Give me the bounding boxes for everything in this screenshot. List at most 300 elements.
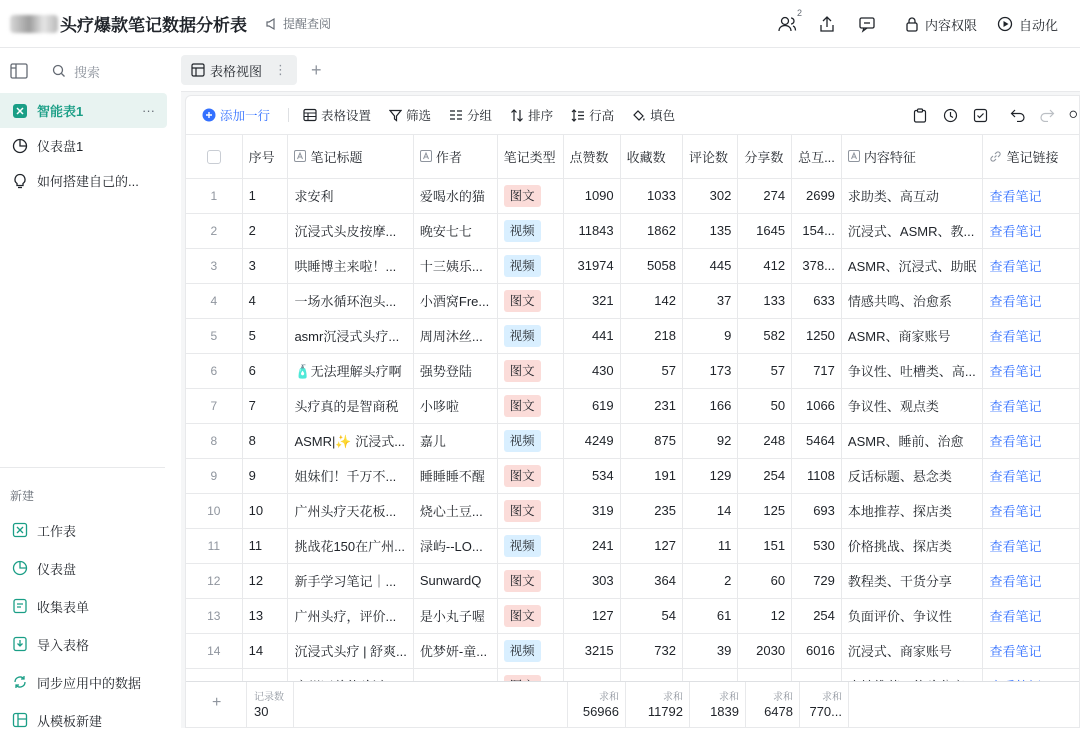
fill-label: 填色 xyxy=(650,109,676,123)
cell-title[interactable]: ASMR|✨ 沉浸式... xyxy=(288,423,413,458)
column-header-label: 笔记链接 xyxy=(1006,149,1059,165)
cell-title[interactable]: 新手学习笔记｜... xyxy=(288,563,413,598)
cell-title[interactable]: 沉浸式头疗 | 舒爽... xyxy=(288,633,413,668)
column-header-shares[interactable]: 分享数 xyxy=(738,135,792,178)
history-icon xyxy=(943,108,958,123)
cell-type[interactable] xyxy=(497,388,563,423)
sidebar-top xyxy=(0,49,181,93)
note-link[interactable]: 查看笔记 xyxy=(989,469,1042,484)
table-row[interactable] xyxy=(186,353,1080,388)
column-header-type[interactable]: 笔记类型 xyxy=(497,135,563,178)
cell-author[interactable]: 晚安七七 xyxy=(413,213,497,248)
cell-favs[interactable]: 1862 xyxy=(620,213,682,248)
cell-comments[interactable]: 166 xyxy=(682,388,737,423)
cell-total[interactable]: 5464 xyxy=(792,423,842,458)
cell-link[interactable] xyxy=(983,528,1080,563)
cell-favs[interactable]: 57 xyxy=(620,353,682,388)
table-row[interactable] xyxy=(186,248,1080,283)
cell-type[interactable] xyxy=(497,318,563,353)
permission-label: 内容权限 xyxy=(924,17,977,33)
data-grid xyxy=(186,134,1080,728)
new-from-template[interactable] xyxy=(0,701,167,739)
undo-button[interactable] xyxy=(1009,107,1025,123)
tab-more-icon[interactable]: ⋮ xyxy=(274,62,288,77)
clipboard-button[interactable] xyxy=(912,107,928,123)
new-dashboard[interactable] xyxy=(0,549,167,587)
table-body xyxy=(186,178,1080,703)
cell-feature[interactable]: 负面评价、争议性 xyxy=(841,598,983,633)
cell-favs[interactable]: 231 xyxy=(620,388,682,423)
cell-comments[interactable]: 39 xyxy=(682,633,737,668)
cell-total[interactable]: 1108 xyxy=(792,458,842,493)
cell-author[interactable]: 爱喝水的猫 xyxy=(413,178,497,213)
automation-button[interactable] xyxy=(997,15,1058,34)
comment-button[interactable] xyxy=(857,14,877,34)
cell-no[interactable]: 7 xyxy=(242,388,288,423)
cell-shares[interactable]: 274 xyxy=(738,178,792,213)
row-index[interactable]: 5 xyxy=(186,318,242,353)
cell-link[interactable] xyxy=(983,423,1080,458)
view-tabs xyxy=(181,49,1080,92)
column-header-author[interactable] xyxy=(413,135,497,178)
sort-button[interactable] xyxy=(510,106,553,124)
cell-shares[interactable]: 151 xyxy=(738,528,792,563)
cell-comments[interactable]: 302 xyxy=(682,178,737,213)
cell-likes[interactable]: 534 xyxy=(563,458,620,493)
cell-favs[interactable]: 54 xyxy=(620,598,682,633)
cell-favs[interactable]: 142 xyxy=(620,283,682,318)
cell-shares[interactable]: 1645 xyxy=(738,213,792,248)
row-index[interactable]: 7 xyxy=(186,388,242,423)
cell-link[interactable] xyxy=(983,213,1080,248)
cell-shares[interactable]: 12 xyxy=(738,598,792,633)
footer-add-cell xyxy=(186,682,247,728)
cell-link[interactable] xyxy=(983,598,1080,633)
cell-likes[interactable]: 4249 xyxy=(563,423,620,458)
cell-shares[interactable]: 2030 xyxy=(738,633,792,668)
add-row-button[interactable] xyxy=(202,106,270,124)
cell-likes[interactable]: 441 xyxy=(563,318,620,353)
cell-link[interactable] xyxy=(983,388,1080,423)
cell-shares[interactable]: 412 xyxy=(738,248,792,283)
cell-shares[interactable]: 57 xyxy=(738,353,792,388)
new-form[interactable] xyxy=(0,587,167,625)
cell-likes[interactable]: 241 xyxy=(563,528,620,563)
column-header-likes[interactable]: 点赞数 xyxy=(563,135,620,178)
favs-sum-value: 11792 xyxy=(647,704,683,719)
cell-feature[interactable]: 价格挑战、探店类 xyxy=(841,528,983,563)
template-icon xyxy=(12,712,28,728)
cell-no[interactable]: 9 xyxy=(242,458,288,493)
cell-type[interactable] xyxy=(497,283,563,318)
cell-feature[interactable]: 反话标题、悬念类 xyxy=(841,458,983,493)
column-header-favs[interactable]: 收藏数 xyxy=(620,135,682,178)
users-icon xyxy=(777,14,797,34)
cell-no[interactable]: 12 xyxy=(242,563,288,598)
cell-link[interactable] xyxy=(983,458,1080,493)
sidebar-item-label: 仪表盘1 xyxy=(37,139,84,154)
top-bar xyxy=(0,0,1080,48)
cell-type[interactable] xyxy=(497,178,563,213)
row-index[interactable]: 1 xyxy=(186,178,242,213)
cell-author[interactable]: 十三姨乐... xyxy=(413,248,497,283)
cell-total[interactable]: 1066 xyxy=(792,388,842,423)
cell-favs[interactable]: 191 xyxy=(620,458,682,493)
lightbulb-icon xyxy=(12,173,28,189)
cell-type[interactable] xyxy=(497,213,563,248)
cell-shares[interactable]: 125 xyxy=(738,493,792,528)
type-tag: 图文 xyxy=(504,395,541,417)
cell-total[interactable]: 378... xyxy=(792,248,842,283)
smart-table-icon xyxy=(12,103,28,119)
cell-title[interactable]: 🧴无法理解头疗啊 xyxy=(288,353,413,388)
cell-feature[interactable]: 争议性、观点类 xyxy=(841,388,983,423)
table-footer xyxy=(186,681,1080,727)
cell-total[interactable]: 154... xyxy=(792,213,842,248)
cell-likes[interactable]: 319 xyxy=(563,493,620,528)
type-tag: 视频 xyxy=(504,220,541,242)
cell-feature[interactable]: 沉浸式、商家账号 xyxy=(841,633,983,668)
cell-feature[interactable]: 本地推荐、探店类 xyxy=(841,493,983,528)
row-index[interactable]: 13 xyxy=(186,598,242,633)
cell-comments[interactable]: 11 xyxy=(682,528,737,563)
cell-title[interactable]: 沉浸式头皮按摩... xyxy=(288,213,413,248)
cell-likes[interactable]: 127 xyxy=(563,598,620,633)
table-row[interactable] xyxy=(186,213,1080,248)
collaborators-button[interactable] xyxy=(777,8,802,34)
type-tag: 视频 xyxy=(504,255,541,277)
table-row[interactable] xyxy=(186,528,1080,563)
import-table[interactable] xyxy=(0,625,167,663)
cell-total[interactable]: 2699 xyxy=(792,178,842,213)
cell-shares[interactable]: 133 xyxy=(738,283,792,318)
cell-link[interactable] xyxy=(983,633,1080,668)
cell-author[interactable]: 睡睡睡不醒 xyxy=(413,458,497,493)
column-header-no[interactable]: 序号 xyxy=(242,135,288,178)
cell-total[interactable]: 717 xyxy=(792,353,842,388)
row-index[interactable]: 10 xyxy=(186,493,242,528)
sidebar-item-smart-table[interactable] xyxy=(0,93,167,128)
cell-total[interactable]: 729 xyxy=(792,563,842,598)
cell-total[interactable]: 693 xyxy=(792,493,842,528)
cell-comments[interactable]: 135 xyxy=(682,213,737,248)
sync-app-data[interactable] xyxy=(0,663,167,701)
redo-icon xyxy=(1040,109,1055,122)
pie-chart-icon xyxy=(12,138,28,154)
row-index[interactable]: 9 xyxy=(186,458,242,493)
select-all-checkbox[interactable] xyxy=(207,150,221,164)
table-row[interactable] xyxy=(186,458,1080,493)
cell-author[interactable]: 小哆啦 xyxy=(413,388,497,423)
cell-shares[interactable]: 254 xyxy=(738,458,792,493)
footer-shares-sum xyxy=(746,682,800,728)
cell-likes[interactable]: 303 xyxy=(563,563,620,598)
import-icon xyxy=(12,636,28,652)
text-field-icon xyxy=(420,150,432,162)
cell-type[interactable] xyxy=(497,528,563,563)
group-button[interactable] xyxy=(449,106,492,124)
group-icon xyxy=(449,109,463,122)
note-link[interactable]: 查看笔记 xyxy=(989,329,1042,344)
cell-feature[interactable]: 沉浸式、ASMR、教... xyxy=(841,213,983,248)
filter-label: 筛选 xyxy=(406,109,432,123)
cell-likes[interactable]: 1090 xyxy=(563,178,620,213)
cell-feature[interactable]: ASMR、睡前、治愈 xyxy=(841,423,983,458)
cell-likes[interactable]: 321 xyxy=(563,283,620,318)
cell-no[interactable]: 11 xyxy=(242,528,288,563)
note-link[interactable]: 查看笔记 xyxy=(989,644,1042,659)
more-icon[interactable]: ··· xyxy=(142,103,155,118)
cell-total[interactable]: 530 xyxy=(792,528,842,563)
column-header-comments[interactable]: 评论数 xyxy=(682,135,737,178)
note-link[interactable]: 查看笔记 xyxy=(989,399,1042,414)
cell-no[interactable]: 5 xyxy=(242,318,288,353)
cell-favs[interactable]: 127 xyxy=(620,528,682,563)
cell-feature[interactable]: ASMR、商家账号 xyxy=(841,318,983,353)
cell-likes[interactable]: 3215 xyxy=(563,633,620,668)
sort-label: 排序 xyxy=(528,109,554,123)
type-tag: 图文 xyxy=(504,360,541,382)
cell-link[interactable] xyxy=(983,248,1080,283)
note-link[interactable]: 查看笔记 xyxy=(989,294,1042,309)
history-button[interactable] xyxy=(942,107,958,123)
add-row-plus-icon[interactable]: + xyxy=(212,694,222,711)
search-icon xyxy=(1069,108,1079,122)
note-link[interactable]: 查看笔记 xyxy=(989,434,1042,449)
cell-comments[interactable]: 92 xyxy=(682,423,737,458)
cell-no[interactable]: 8 xyxy=(242,423,288,458)
table-row[interactable] xyxy=(186,493,1080,528)
footer-likes-sum xyxy=(568,682,626,728)
cell-type[interactable] xyxy=(497,248,563,283)
cell-author[interactable]: 渌屿--LO... xyxy=(413,528,497,563)
upload-icon xyxy=(818,15,836,33)
sidebar-toggle-icon[interactable] xyxy=(10,63,28,79)
select-all-cell[interactable] xyxy=(186,135,242,178)
note-link[interactable]: 查看笔记 xyxy=(989,574,1042,589)
search-table-button[interactable] xyxy=(1069,107,1079,123)
fill-color-button[interactable] xyxy=(632,106,675,124)
cell-author[interactable]: 强势登陆 xyxy=(413,353,497,388)
cell-feature[interactable]: ASMR、沉浸式、助眠 xyxy=(841,248,983,283)
cell-comments[interactable]: 445 xyxy=(682,248,737,283)
blurred-logo xyxy=(10,15,58,33)
row-index[interactable]: 6 xyxy=(186,353,242,388)
cell-favs[interactable]: 218 xyxy=(620,318,682,353)
cell-author[interactable]: 周周沐丝... xyxy=(413,318,497,353)
note-link[interactable]: 查看笔记 xyxy=(989,259,1042,274)
footer-comments-sum xyxy=(690,682,746,728)
cell-author[interactable]: SunwardQ xyxy=(413,563,497,598)
cell-type[interactable] xyxy=(497,563,563,598)
column-header-link[interactable] xyxy=(983,135,1080,178)
column-header-feature[interactable] xyxy=(841,135,983,178)
header-row xyxy=(186,135,1080,178)
type-tag: 视频 xyxy=(504,325,541,347)
redo-button[interactable] xyxy=(1039,107,1055,123)
remind-button[interactable] xyxy=(265,15,331,32)
column-header-title[interactable] xyxy=(288,135,413,178)
sum-label: 求和 xyxy=(773,692,793,703)
cell-shares[interactable]: 60 xyxy=(738,563,792,598)
cell-total[interactable]: 633 xyxy=(792,283,842,318)
cell-no[interactable]: 10 xyxy=(242,493,288,528)
type-tag: 图文 xyxy=(504,605,541,627)
cell-favs[interactable]: 364 xyxy=(620,563,682,598)
cell-author[interactable]: 是小丸子喔 xyxy=(413,598,497,633)
table-settings-icon xyxy=(303,108,317,122)
row-index[interactable]: 3 xyxy=(186,248,242,283)
cell-total[interactable]: 6016 xyxy=(792,633,842,668)
cell-link[interactable] xyxy=(983,353,1080,388)
footer-spacer xyxy=(294,682,568,728)
cell-favs[interactable]: 235 xyxy=(620,493,682,528)
cell-shares[interactable]: 248 xyxy=(738,423,792,458)
cell-title[interactable]: 姐妹们！千万不... xyxy=(288,458,413,493)
grid-icon xyxy=(191,63,205,77)
cell-comments[interactable]: 129 xyxy=(682,458,737,493)
check-button[interactable] xyxy=(972,107,988,123)
cell-type[interactable] xyxy=(497,458,563,493)
cell-feature[interactable]: 争议性、吐槽类、高... xyxy=(841,353,983,388)
type-tag: 图文 xyxy=(504,570,541,592)
cell-no[interactable]: 3 xyxy=(242,248,288,283)
cell-title[interactable]: 求安利 xyxy=(288,178,413,213)
filter-button[interactable] xyxy=(389,106,431,124)
cell-link[interactable] xyxy=(983,493,1080,528)
column-header-label: 笔记标题 xyxy=(310,149,363,165)
cell-comments[interactable]: 14 xyxy=(682,493,737,528)
cell-no[interactable]: 13 xyxy=(242,598,288,633)
cell-comments[interactable]: 2 xyxy=(682,563,737,598)
sum-label: 求和 xyxy=(663,692,683,703)
row-height-button[interactable] xyxy=(571,106,614,124)
remind-label: 提醒查阅 xyxy=(283,17,332,31)
cell-link[interactable] xyxy=(983,563,1080,598)
cell-likes[interactable]: 619 xyxy=(563,388,620,423)
cell-favs[interactable]: 732 xyxy=(620,633,682,668)
cell-title[interactable]: 哄睡博主来啦！... xyxy=(288,248,413,283)
cell-no[interactable]: 14 xyxy=(242,633,288,668)
cell-favs[interactable]: 5058 xyxy=(620,248,682,283)
cell-type[interactable] xyxy=(497,423,563,458)
table-row[interactable] xyxy=(186,423,1080,458)
cell-shares[interactable]: 582 xyxy=(738,318,792,353)
table-row[interactable] xyxy=(186,563,1080,598)
cell-author[interactable]: 小酒窝Fre... xyxy=(413,283,497,318)
cell-feature[interactable]: 教程类、干货分享 xyxy=(841,563,983,598)
cell-title[interactable]: 一场水循环泡头... xyxy=(288,283,413,318)
cell-type[interactable] xyxy=(497,633,563,668)
cell-link[interactable] xyxy=(983,318,1080,353)
cell-total[interactable]: 254 xyxy=(792,598,842,633)
cell-comments[interactable]: 61 xyxy=(682,598,737,633)
cell-title[interactable]: 广州头疗天花板... xyxy=(288,493,413,528)
note-link[interactable]: 查看笔记 xyxy=(989,609,1042,624)
row-index[interactable]: 14 xyxy=(186,633,242,668)
row-index[interactable]: 4 xyxy=(186,283,242,318)
check-square-icon xyxy=(973,108,988,123)
add-row-label: 添加一行 xyxy=(220,109,271,123)
column-header-total[interactable]: 总互... xyxy=(792,135,842,178)
table-row[interactable] xyxy=(186,598,1080,633)
cell-feature[interactable]: 求助类、高互动 xyxy=(841,178,983,213)
cell-title[interactable]: 挑战花150在广州... xyxy=(288,528,413,563)
sidebar-search[interactable] xyxy=(52,62,100,81)
note-link[interactable]: 查看笔记 xyxy=(989,364,1042,379)
table-row[interactable] xyxy=(186,283,1080,318)
permission-button[interactable] xyxy=(905,15,977,34)
cell-link[interactable] xyxy=(983,283,1080,318)
new-worksheet[interactable] xyxy=(0,511,167,549)
row-index[interactable]: 12 xyxy=(186,563,242,598)
cell-favs[interactable]: 1033 xyxy=(620,178,682,213)
sidebar-item-dashboard[interactable] xyxy=(0,128,167,163)
tab-grid-view[interactable] xyxy=(181,55,297,85)
sync-icon xyxy=(12,674,28,690)
table-settings-button[interactable] xyxy=(303,106,371,124)
sum-label: 求和 xyxy=(719,692,739,703)
row-index[interactable]: 2 xyxy=(186,213,242,248)
sidebar-item-guide[interactable] xyxy=(0,163,167,198)
cell-no[interactable]: 4 xyxy=(242,283,288,318)
row-index[interactable]: 11 xyxy=(186,528,242,563)
note-link[interactable]: 查看笔记 xyxy=(989,189,1042,204)
sidebar-item-label: 如何搭建自己的... xyxy=(37,174,139,189)
cell-likes[interactable]: 11843 xyxy=(563,213,620,248)
cell-author[interactable]: 优梦妍-童... xyxy=(413,633,497,668)
type-tag: 图文 xyxy=(504,465,541,487)
table-row[interactable] xyxy=(186,178,1080,213)
table-row[interactable] xyxy=(186,388,1080,423)
cell-likes[interactable]: 31974 xyxy=(563,248,620,283)
cell-comments[interactable]: 37 xyxy=(682,283,737,318)
table-row[interactable] xyxy=(186,318,1080,353)
doc-title[interactable]: 头疗爆款笔记数据分析表 xyxy=(60,16,247,35)
cell-type[interactable] xyxy=(497,353,563,388)
column-header-label: 作者 xyxy=(435,149,462,165)
cell-no[interactable]: 6 xyxy=(242,353,288,388)
cell-comments[interactable]: 9 xyxy=(682,318,737,353)
cell-author[interactable]: 嘉儿 xyxy=(413,423,497,458)
cell-author[interactable]: 烧心土豆... xyxy=(413,493,497,528)
cell-title[interactable]: 头疗真的是智商税 xyxy=(288,388,413,423)
cell-total[interactable]: 1250 xyxy=(792,318,842,353)
cell-feature[interactable]: 情感共鸣、治愈系 xyxy=(841,283,983,318)
cell-type[interactable] xyxy=(497,598,563,633)
note-link[interactable]: 查看笔记 xyxy=(989,539,1042,554)
add-view-button[interactable]: + xyxy=(311,59,322,80)
share-button[interactable] xyxy=(817,14,837,34)
note-link[interactable]: 查看笔记 xyxy=(989,224,1042,239)
note-link[interactable]: 查看笔记 xyxy=(989,504,1042,519)
cell-no[interactable]: 1 xyxy=(242,178,288,213)
cell-likes[interactable]: 430 xyxy=(563,353,620,388)
row-height-icon xyxy=(571,109,585,122)
row-index[interactable]: 8 xyxy=(186,423,242,458)
cell-no[interactable]: 2 xyxy=(242,213,288,248)
cell-comments[interactable]: 173 xyxy=(682,353,737,388)
cell-type[interactable] xyxy=(497,493,563,528)
cell-favs[interactable]: 875 xyxy=(620,423,682,458)
cell-title[interactable]: asmr沉浸式头疗... xyxy=(288,318,413,353)
table-row[interactable] xyxy=(186,633,1080,668)
paint-bucket-icon xyxy=(632,109,646,122)
cell-shares[interactable]: 50 xyxy=(738,388,792,423)
cell-link[interactable] xyxy=(983,178,1080,213)
footer-total-sum xyxy=(800,682,849,728)
cell-title[interactable]: 广州头疗，评价... xyxy=(288,598,413,633)
